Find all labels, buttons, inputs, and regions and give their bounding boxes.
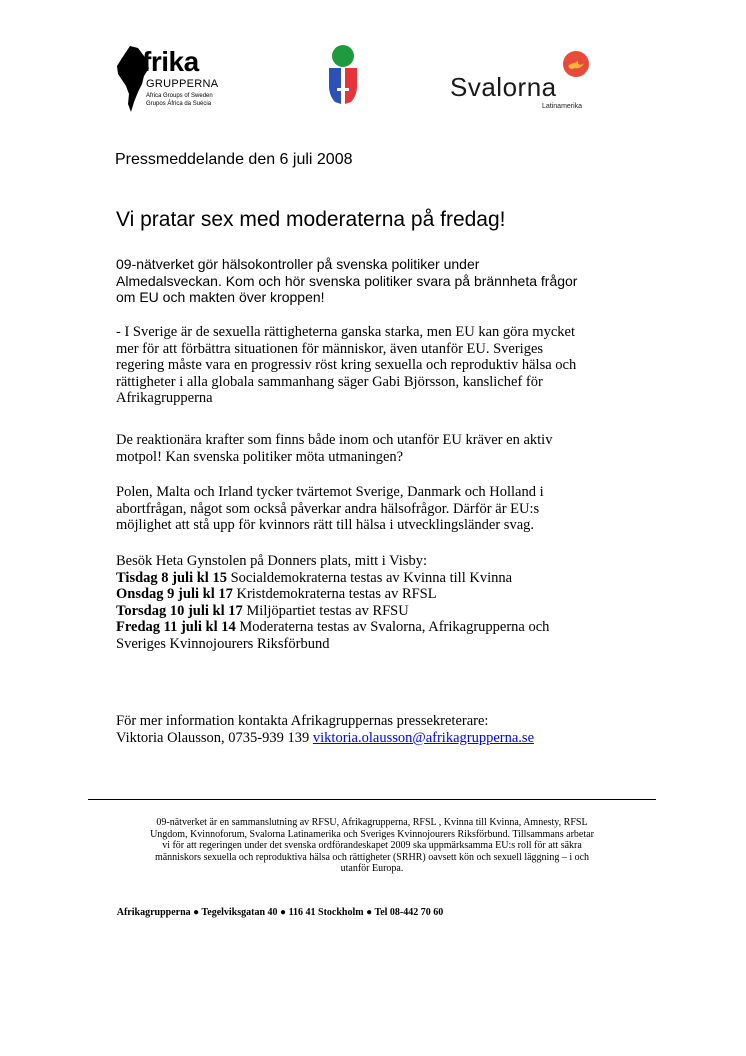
footer-description [80, 817, 664, 875]
footer-divider [88, 799, 656, 800]
email-link[interactable]: viktoria.olausson@afrikagrupperna.se [312, 729, 535, 746]
intro-line: Almedalsveckan. Kom och hör svenska politiker svara på brännheta frågor [116, 272, 578, 289]
footer-line: människors sexuella och reproduktiva hälsa och rättigheter (SRHR) oavsett kön och sexuell läggning – i och [154, 851, 590, 863]
schedule-when: Onsdag 9 juli kl 17 [116, 586, 233, 602]
schedule-heading: Besök Heta Gynstolen på Donners plats, mitt i Visby: [116, 553, 427, 569]
schedule-item [116, 619, 636, 636]
schedule-when: Fredag 11 juli kl 14 [116, 619, 236, 635]
schedule-what: Moderaterna testas av Svalorna, Afrikagrupperna och [235, 619, 550, 635]
svalorna-subtitle: Latinamerika [542, 103, 583, 110]
schedule-when: Torsdag 10 juli kl 17 [116, 602, 243, 619]
paragraph-line: - I Sverige är de sexuella rättigheterna ganska starka, men EU kan göra mycket [116, 324, 575, 340]
schedule-item [116, 603, 636, 620]
intro-line: 09-nätverket gör hälsokontroller på svenska politiker under [116, 256, 480, 272]
afrikagrupperna-logo [116, 44, 226, 116]
paragraph-line: möjlighet att stå upp för kvinnors rätt till hälsa i utvecklingsländer svag. [116, 517, 535, 533]
footer-line: utanför Europa. [340, 863, 404, 874]
paragraph-line: mer för att förbättra situationen för människor, även utanför EU. Sveriges [116, 340, 544, 357]
footer-line: vi för att regeringen under det svenska ordförandeskapet 2009 ska uppmärksamma EU:s roll för att säkra [162, 840, 582, 851]
footer-address: Afrikagrupperna ● Tegelviksgatan 40 ● 116 41 Stockholm ● Tel 08-442 70 60 [116, 907, 444, 918]
press-release-date: Pressmeddelande den 6 juli 2008 [115, 151, 353, 168]
paragraph-line: Polen, Malta och Irland tycker tvärtemot Sverige, Danmark och Holland i [116, 484, 544, 500]
network-09-logo [327, 44, 359, 111]
schedule-what: Kristdemokraterna testas av RFSL [232, 586, 437, 602]
schedule-item [116, 586, 636, 603]
schedule [116, 553, 636, 652]
svalorna-word: Svalorna [450, 72, 557, 102]
paragraph-line: abortfrågan, något som också påverkar andra hälsofrågor. Därför är EU:s [116, 500, 540, 517]
intro-line: om EU och makten över kroppen! [116, 289, 325, 305]
grupperna-word: GRUPPERNA [146, 78, 219, 90]
contact-name-phone: Viktoria Olausson, 0735-939 139 [116, 729, 313, 746]
afrika-subtitle-en: Africa Groups of Sweden [146, 93, 213, 99]
schedule-what: Socialdemokraterna testas av Kvinna till Kvinna [226, 569, 513, 586]
paragraph-line: motpol! Kan svenska politiker möta utmaningen? [116, 448, 404, 465]
paragraph-line: rättigheter i alla globala sammanhang säger Gabi Björsson, kanslichef för [116, 373, 543, 390]
afrika-word: frika [142, 46, 199, 77]
venus-symbol-icon [327, 44, 359, 106]
afrika-subtitle-pt: Grupos África da Suécia [146, 101, 212, 107]
svalorna-logo [450, 50, 600, 114]
schedule-item-continuation: Sveriges Kvinnojourers Riksförbund [116, 635, 330, 652]
paragraph-line: Afrikagrupperna [116, 390, 213, 406]
intro-paragraph [116, 256, 626, 306]
footer-line: Ungdom, Kvinnoforum, Svalorna Latinamerika och Sveriges Kvinnojourers Riksförbund. Tillsammans arbetar [150, 828, 594, 840]
schedule-what: Miljöpartiet testas av RFSU [242, 602, 409, 619]
contact-line [116, 730, 636, 747]
schedule-item [116, 570, 636, 587]
quote-paragraph [116, 324, 636, 407]
swallow-sun-icon [562, 50, 590, 78]
paragraph-line: regering måste vara en progressiv röst kring sexuella och reproduktiv hälsa och [116, 357, 577, 373]
footer-line: 09-nätverket är en sammanslutning av RFSU, Afrikagrupperna, RFSL , Kvinna till Kvinna, Amnesty, RFSL [156, 817, 588, 828]
paragraph-line: De reaktionära krafter som finns både inom och utanför EU kräver en aktiv [116, 432, 553, 448]
abortion-paragraph [116, 484, 636, 534]
schedule-when: Tisdag 8 juli kl 15 [116, 569, 227, 586]
contact-line: För mer information kontakta Afrikagruppernas pressekreterare: [116, 713, 489, 729]
contact-info [116, 713, 636, 746]
page-title: Vi pratar sex med moderaterna på fredag! [116, 208, 506, 231]
reaction-paragraph [116, 432, 636, 465]
